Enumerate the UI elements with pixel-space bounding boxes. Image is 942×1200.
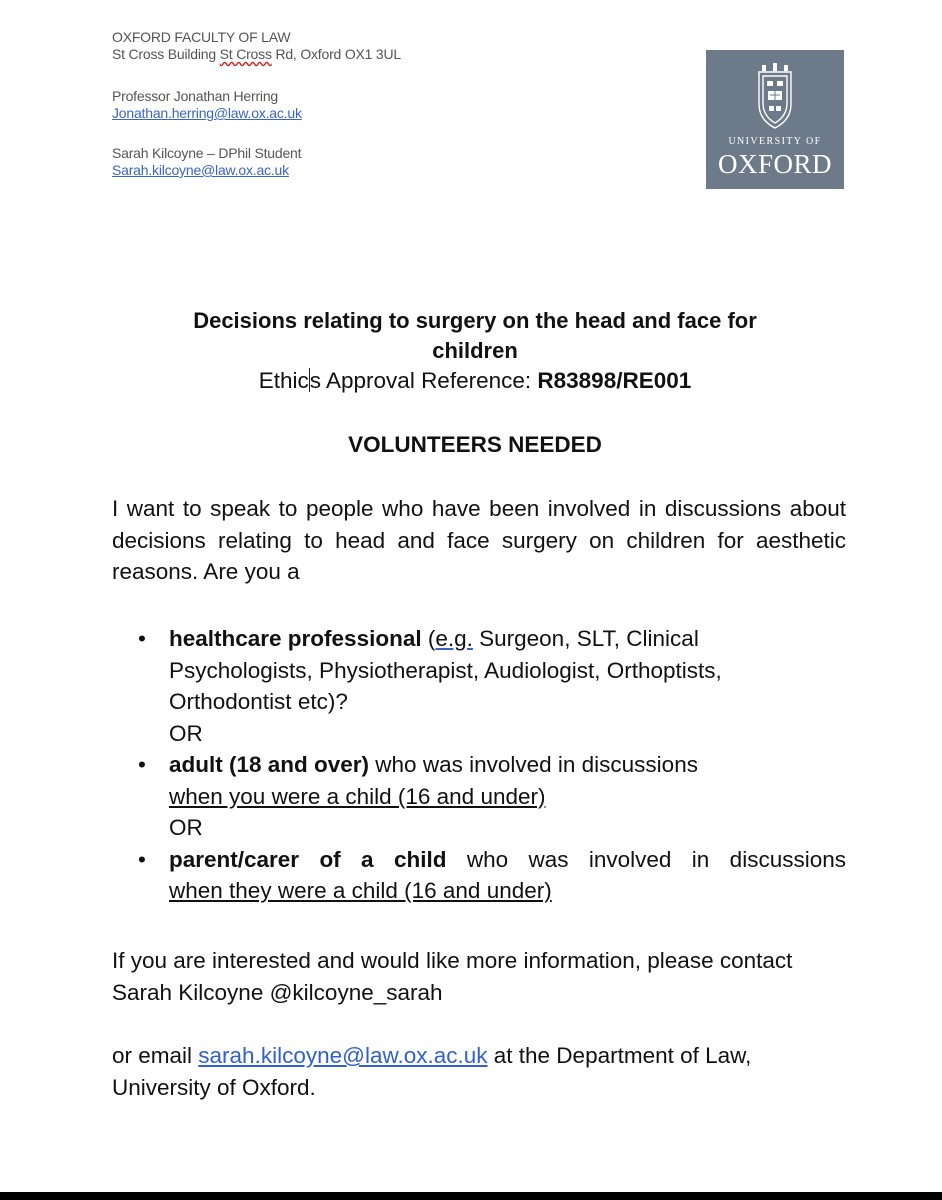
student-name: Sarah Kilcoyne – DPhil Student [112, 145, 302, 161]
email-post: at the Department of Law, University of Oxford. [112, 1043, 752, 1100]
list-item [138, 844, 846, 907]
email-paragraph [112, 1040, 846, 1103]
title-line-2: children [432, 338, 518, 363]
ethics-ref-number: R83898/RE001 [537, 368, 692, 393]
student-contact [112, 145, 301, 179]
bullet-bold: adult (18 and over) [169, 752, 370, 777]
professor-name: Professor Jonathan Herring [112, 88, 278, 104]
audience-list [138, 623, 846, 907]
volunteers-heading: VOLUNTEERS NEEDED [348, 432, 602, 457]
title-line-1: Decisions relating to surgery on the head and face for [193, 308, 757, 333]
bottom-border [0, 1192, 942, 1200]
contact-paragraph: If you are interested and would like more information, please contact Sarah Kilcoyne @kilcoyne_sarah [112, 948, 793, 1005]
professor-email-link[interactable]: Jonathan.herring@law.ox.ac.uk [112, 105, 302, 121]
oxford-crest-icon [753, 62, 797, 132]
bullet-bold: parent/carer of a child [169, 846, 447, 872]
bullet-bold: healthcare professional [169, 626, 422, 651]
or-separator: OR [169, 720, 203, 746]
logo-university-of: UNIVERSITY OF [728, 136, 822, 147]
contact-header [112, 29, 290, 46]
student-email-link[interactable]: Sarah.kilcoyne@law.ox.ac.uk [112, 162, 289, 178]
bullet-eg: e.g. [435, 626, 473, 651]
faculty-address-row [112, 46, 401, 63]
bullet-rest: Surgeon, SLT, Clinical Psychologists, Physiotherapist, Audiologist, Orthoptists, Orthodontist etc)? [169, 626, 722, 714]
email-pre: or email [112, 1043, 199, 1068]
professor-contact [112, 88, 302, 122]
intro-paragraph: I want to speak to people who have been involved in discussions about decisions relating to head and face surgery on children for aesthetic reasons. Are you a [112, 496, 846, 584]
bullet-underlined: when they were a child (16 and under) [169, 878, 552, 903]
list-item [138, 623, 846, 749]
logo-oxford: OXFORD [717, 149, 833, 179]
bullet-rest: who was involved in discussions [446, 846, 846, 872]
address-misspelled: St Cross [219, 46, 272, 62]
bullet-underlined: when you were a child (16 and under) [169, 783, 546, 809]
oxford-logo [706, 50, 844, 189]
address-prefix: St Cross Building [112, 46, 220, 62]
bullet-icon: • [138, 752, 146, 777]
bullet-pre: ( [421, 626, 436, 651]
ethics-label-a: Ethic [258, 368, 309, 393]
document-title [100, 306, 850, 396]
or-separator: OR [169, 815, 203, 840]
contact-email-link[interactable]: sarah.kilcoyne@law.ox.ac.uk [198, 1043, 488, 1068]
ethics-label-b: s Approval Reference: [309, 368, 538, 393]
list-item [138, 749, 846, 844]
bullet-icon: • [138, 846, 146, 872]
address-suffix: Rd, Oxford OX1 3UL [271, 46, 402, 62]
faculty-name: OXFORD FACULTY OF LAW [112, 29, 291, 45]
bullet-rest: who was involved in discussions [369, 752, 698, 777]
ethics-reference [100, 366, 850, 396]
bullet-icon: • [138, 626, 146, 651]
